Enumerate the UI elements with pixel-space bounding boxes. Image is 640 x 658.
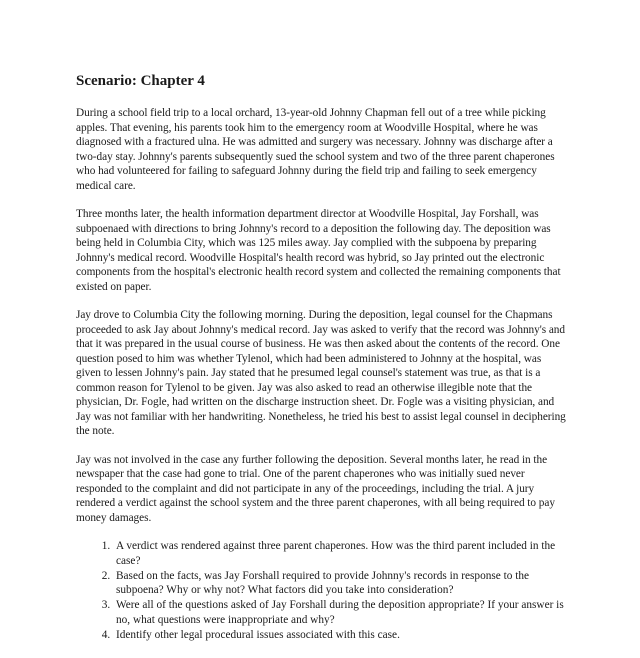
question-item: 4. Identify other legal procedural issues associated with this case. (113, 628, 568, 643)
questions-list (76, 539, 568, 642)
document-page (76, 72, 568, 643)
paragraph-4: Jay was not involved in the case any further following the deposition. Several months later, he read in the newspaper that the case had gone to trial. One of the parent chaperones who was initially sued never responded to the complaint and did not participate in any of the proceedings, including the trial. A jury rendered a verdict against the school system and the three parent chaperones, with all being required to pay money damages. (76, 453, 555, 524)
paragraph-1: During a school field trip to a local orchard, 13-year-old Johnny Chapman fell out of a tree while picking apples. That evening, his parents took him to the emergency room at Woodville Hospital, where he was diagnosed with a fractured ulna. He was admitted and surgery was necessary. Johnny was discharge after a two-day stay. Johnny's parents subsequently sued the school system and two of the three parent chaperones who had volunteered for failing to safeguard Johnny during the field trip and failing to seek emergency medical care. (76, 107, 555, 192)
question-item: 3. Were all of the questions asked of Jay Forshall during the deposition appropriate? If your answer is no, what questions were inappropriate and why? (113, 598, 568, 627)
page-title: Scenario: Chapter 4 (76, 73, 205, 89)
paragraph-3: Jay drove to Columbia City the following morning. During the deposition, legal counsel for the Chapmans proceeded to ask Jay about Johnny's medical record. Jay was asked to verify that the record was Johnny's and that it was prepared in the usual course of business. He was then asked about the contents of the record. One question posed to him was whether Tylenol, which had been administered to Johnny at the hospital, was given to lessen Johnny's pain. Jay stated that he presumed legal counsel's statement was true, as that is a common reason for Tylenol to be given. Jay was also asked to read an otherwise illegible note that the physician, Dr. Fogle, had written on the discharge instruction sheet. Dr. Fogle was a visiting physician, and Jay was not familiar with her handwriting. Nonetheless, he tried his best to assist legal counsel in deciphering the note. (76, 309, 566, 437)
question-item: 2. Based on the facts, was Jay Forshall required to provide Johnny's records in response to the subpoena? Why or why not? What factors did you take into consideration? (113, 569, 568, 598)
paragraph-2: Three months later, the health information department director at Woodville Hospital, Jay Forshall, was subpoenaed with directions to bring Johnny's record to a deposition the following day. The deposition was being held in Columbia City, which was 125 miles away. Jay complied with the subpoena by preparing Johnny's medical record. Woodville Hospital's health record was hybrid, so Jay printed out the electronic components from the hospital's electronic health record system and collected the remaining components that existed on paper. (76, 208, 561, 293)
question-item: 1. A verdict was rendered against three parent chaperones. How was the third parent included in the case? (113, 539, 568, 568)
